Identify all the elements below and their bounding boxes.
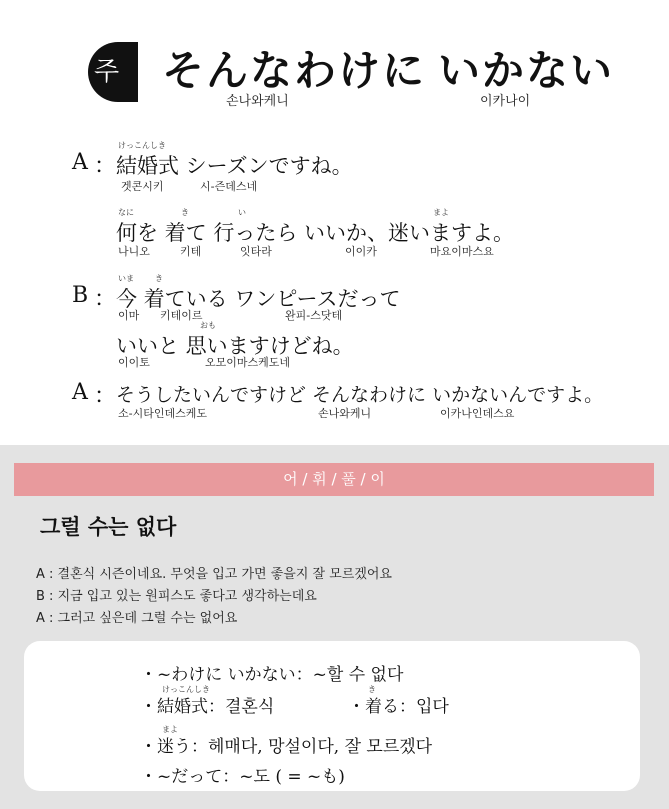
dialogue-line: いいと 思いますけどね。 (116, 334, 354, 358)
translation-line: B : 지금 입고 있는 원피스도 좋다고 생각하는데요 (36, 589, 317, 604)
dialogue-reading: 나니오 (118, 245, 150, 258)
dialogue-reading: 키테 (180, 245, 202, 258)
dialogue-line: そうしたいんですけど そんなわけに いかないんですよ。 (116, 384, 604, 406)
page-title (162, 38, 615, 98)
dialogue-line: 何を 着て 行ったら いいか、迷いますよ。 (116, 221, 515, 245)
dialogue-reading: 이이토 (118, 356, 150, 369)
speaker-label: B (72, 283, 89, 308)
dialogue-line: 今 着ている ワンピースだって (116, 287, 401, 311)
note-item: ・迷う：헤매다, 망설이다, 잘 모르겠다 (140, 737, 433, 757)
translation-line: A : 결혼식 시즌이네요. 무엇을 입고 가면 좋을지 잘 모르겠어요 (36, 567, 392, 582)
furigana: おも (200, 321, 216, 330)
dialogue-reading: 잇타라 (240, 245, 272, 258)
dialogue-line: 結婚式 シーズンですね。 (116, 154, 353, 178)
vocabulary-header: 어 / 휘 / 풀 / 이 (14, 463, 654, 496)
furigana: き (181, 208, 189, 217)
dialogue-reading: 이마 (118, 309, 140, 322)
speaker-label: A (72, 150, 88, 175)
speaker-label: A (72, 380, 88, 405)
speaker-colon: ： (94, 154, 117, 179)
note-item: ・~だって：~도 ( = ~も) (140, 767, 345, 787)
furigana: い (238, 208, 246, 217)
dialogue-reading: 시-즌데스네 (200, 180, 258, 193)
furigana: まよ (433, 208, 449, 217)
title-part1: そんなわけに (162, 46, 427, 95)
title-reading-1: 손나와케니 (226, 94, 289, 109)
dialogue-reading: 이이카 (345, 245, 377, 258)
note-item: ・着る：입다 (348, 697, 449, 717)
furigana: き (368, 685, 376, 694)
dialogue-reading: 마요이마스요 (430, 245, 494, 258)
dialogue-reading: 오모이마스케도네 (205, 356, 291, 369)
dialogue-reading: 완피-스닷테 (285, 309, 343, 322)
furigana: けっこんしき (118, 141, 166, 150)
furigana: き (155, 274, 163, 283)
speaker-colon: ： (94, 384, 117, 409)
note-item: ・~わけに いかない：~할 수 없다 (140, 665, 404, 685)
topic-badge: 주제 (88, 42, 138, 102)
dialogue-reading: 손나와케니 (318, 407, 372, 420)
furigana: いま (118, 274, 134, 283)
dialogue-reading: 겟콘시키 (121, 180, 164, 193)
title-part2: いかない (438, 46, 615, 95)
note-item: ・結婚式：결혼식 (140, 697, 275, 717)
title-reading-2: 이카나이 (480, 94, 531, 109)
dialogue-reading: 소-시타인데스케도 (118, 407, 207, 420)
speaker-colon: ： (94, 287, 117, 312)
dialogue-reading: 이카나인데스요 (440, 407, 515, 420)
furigana: なに (118, 208, 134, 217)
translation-line: A : 그러고 싶은데 그럴 수는 없어요 (36, 611, 238, 626)
furigana: まよ (162, 725, 178, 734)
dialogue-reading: 키테이르 (160, 309, 203, 322)
furigana: けっこんしき (162, 685, 210, 694)
phrase-meaning: 그럴 수는 없다 (40, 515, 177, 539)
